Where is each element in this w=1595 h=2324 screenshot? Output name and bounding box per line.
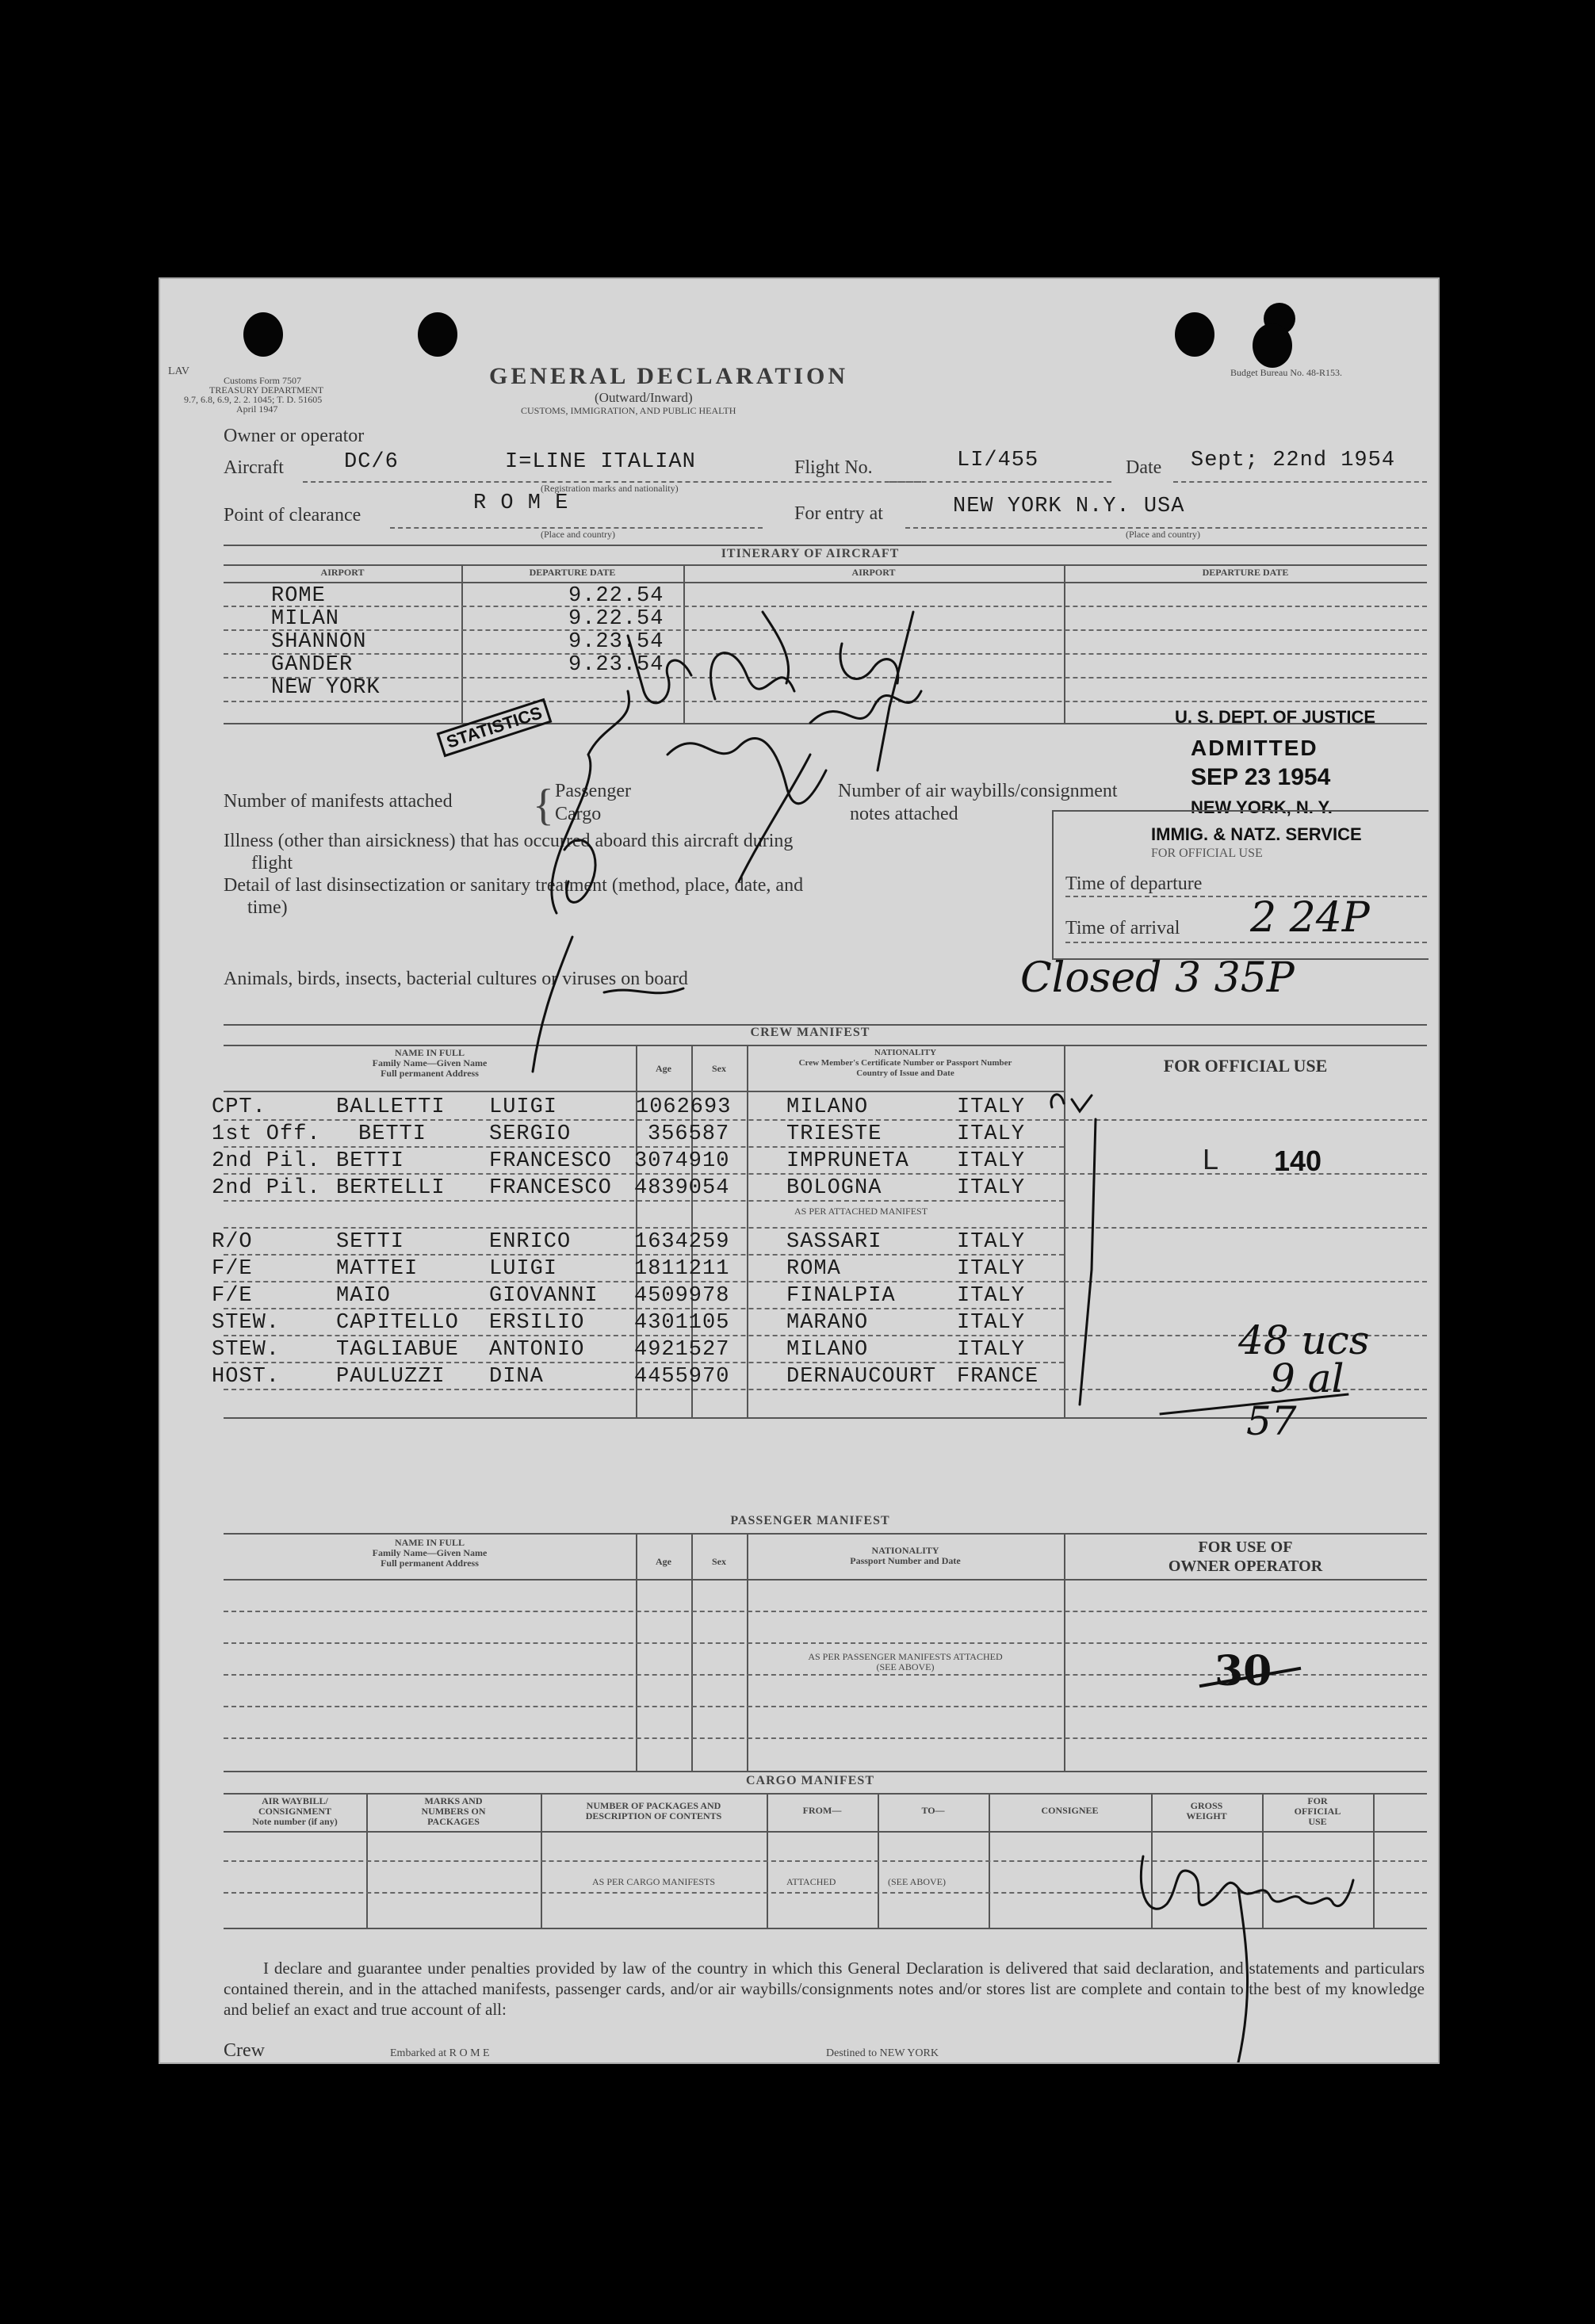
waybills-label: Number of air waybills/consignment (838, 781, 1118, 801)
crew-rank: 2nd Pil. (212, 1176, 321, 1200)
crew-certificate: 1811211 (634, 1257, 730, 1281)
crew-manifest-title: CREW MANIFEST (750, 1026, 870, 1039)
crew-certificate: 4921527 (634, 1338, 730, 1362)
for-official-use-label: FOR OFFICIAL USE (1151, 847, 1263, 860)
crew-certificate: 4839054 (634, 1176, 730, 1200)
cargo-col-from: FROM— (802, 1805, 842, 1816)
cargo-col-consignee: CONSIGNEE (1041, 1805, 1099, 1816)
crew-city: BOLOGNA (786, 1176, 882, 1200)
crew-family-name: PAULUZZI (336, 1365, 446, 1389)
crew-given-name: DINA (489, 1365, 544, 1389)
crew-col-age: Age (656, 1063, 671, 1074)
place-country-note-2: (Place and country) (1126, 529, 1200, 540)
date-label: Date (1126, 457, 1162, 478)
flight-value: LI/455 (957, 449, 1039, 472)
form-subtitle: (Outward/Inward) (595, 390, 693, 405)
crew-city: TRIESTE (786, 1122, 882, 1146)
disinsect-label: Detail of last disinsectization or sanitary treatment (method, place, date, and (224, 875, 804, 896)
handwritten-notes (160, 279, 1438, 2062)
crew-col-certificate: NATIONALITY Crew Member's Certificate Number or Passport Number Country of Issue and Date (798, 1048, 1012, 1078)
crew-given-name: GIOVANNI (489, 1284, 599, 1308)
crew-family-name: CAPITELLO (336, 1311, 459, 1335)
tally-total: 57 (1246, 1398, 1297, 1444)
brace-icon: { (533, 781, 554, 830)
crew-country: ITALY (957, 1338, 1026, 1362)
cargo-manifest-title: CARGO MANIFEST (745, 1774, 874, 1787)
crew-rank: F/E (212, 1284, 253, 1308)
crew-certificate: 4301105 (634, 1311, 730, 1335)
crew-rank: CPT. (212, 1095, 266, 1119)
arrival-time-value: 2 24P (1250, 894, 1370, 942)
notes-attached-label: notes attached (850, 804, 958, 824)
cargo-col-waybill: AIR WAYBILL/ CONSIGNMENT Note number (if any) (252, 1795, 338, 1827)
crew-city: MARANO (786, 1311, 869, 1335)
crew-rank: STEW. (212, 1311, 281, 1335)
crew-rank: F/E (212, 1257, 253, 1281)
cargo-note-see-above: (SEE ABOVE) (888, 1876, 946, 1887)
entry-label: For entry at (794, 503, 883, 524)
crew-city: MILANO (786, 1095, 869, 1119)
crew-country: ITALY (957, 1149, 1026, 1173)
crew-family-name: BETTI (336, 1149, 405, 1173)
place-country-note: (Place and country) (541, 529, 615, 540)
crew-certificate: 3074910 (634, 1149, 730, 1173)
crew-official-mark: L (1203, 1143, 1219, 1175)
itinerary-date-3: 9.23.54 (568, 630, 664, 654)
crew-country: ITALY (957, 1230, 1026, 1254)
crew-rank: HOST. (212, 1365, 281, 1389)
crew-col-official: FOR OFFICIAL USE (1163, 1056, 1328, 1076)
animals-label: Animals, birds, insects, bacterial cultures or viruses on board (224, 969, 688, 989)
crew-family-name: MATTEI (336, 1257, 419, 1281)
crew-given-name: LUIGI (489, 1257, 558, 1281)
crew-col-name: NAME IN FULL Family Name—Given Name Full permanent Address (372, 1047, 488, 1079)
cargo-note-manifests: AS PER CARGO MANIFESTS (592, 1876, 716, 1887)
itinerary-title: ITINERARY OF AIRCRAFT (721, 547, 900, 560)
clearance-label: Point of clearance (224, 505, 361, 526)
crew-certificate: 4455970 (634, 1365, 730, 1389)
stamp-dept-justice: U. S. DEPT. OF JUSTICE (1175, 707, 1376, 727)
itinerary-date-2: 9.22.54 (568, 607, 664, 631)
time-label: time) (247, 897, 288, 918)
crew-family-name: MAIO (336, 1284, 391, 1308)
crew-footer-label: Crew (224, 2040, 265, 2061)
stamp-service: IMMIG. & NATZ. SERVICE (1151, 824, 1362, 844)
crew-city: SASSARI (786, 1230, 882, 1254)
crew-certificate: 1634259 (634, 1230, 730, 1254)
crew-city: IMPRUNETA (786, 1149, 909, 1173)
left-code: LAV (168, 365, 189, 377)
cargo-note-attached: ATTACHED (786, 1876, 836, 1887)
crew-family-name: BERTELLI (336, 1176, 446, 1200)
crew-country: ITALY (957, 1257, 1026, 1281)
passenger-col-nationality: NATIONALITY Passport Number and Date (850, 1545, 961, 1566)
crew-country: ITALY (957, 1284, 1026, 1308)
itinerary-airport-5: NEW YORK (271, 676, 381, 700)
crew-given-name: SERGIO (489, 1122, 572, 1146)
crew-country: ITALY (957, 1122, 1026, 1146)
crew-given-name: ERSILIO (489, 1311, 585, 1335)
closed-time-value: Closed 3 35P (1020, 954, 1295, 1002)
crew-family-name: BETTI (358, 1122, 427, 1146)
crew-attached-note: AS PER ATTACHED MANIFEST (794, 1206, 928, 1217)
passenger-count: 30 (1214, 1647, 1272, 1695)
passenger-col-age: Age (656, 1556, 671, 1567)
cargo-col-weight: GROSS WEIGHT (1186, 1800, 1227, 1821)
itinerary-col-airport-2: AIRPORT (851, 567, 896, 578)
crew-rank: R/O (212, 1230, 253, 1254)
crew-official-number: 140 (1274, 1145, 1322, 1177)
stamp-date: SEP 23 1954 (1191, 764, 1331, 790)
regulation-reference: 9.7, 6.8, 6.9, 2. 2. 1045; T. D. 51605 (184, 394, 323, 405)
aircraft-value: DC/6 (344, 450, 399, 474)
crew-given-name: FRANCESCO (489, 1176, 612, 1200)
crew-given-name: FRANCESCO (489, 1149, 612, 1173)
form-title: GENERAL DECLARATION (489, 363, 849, 389)
flight-continuation-label: flight (251, 853, 293, 873)
crew-family-name: SETTI (336, 1230, 405, 1254)
crew-city: ROMA (786, 1257, 841, 1281)
crew-certificate: 356587 (648, 1122, 730, 1146)
customs-form-number: Customs Form 7507 (224, 375, 302, 386)
clearance-value: R O M E (473, 491, 569, 515)
registration-note: (Registration marks and nationality) (541, 483, 679, 494)
budget-bureau-number: Budget Bureau No. 48-R153. (1230, 367, 1342, 378)
entry-value: NEW YORK N.Y. USA (953, 495, 1185, 518)
cargo-col-official: FOR OFFICIAL USE (1294, 1795, 1341, 1827)
crew-certificate: 1062693 (636, 1095, 732, 1119)
passenger-label: Passenger (555, 781, 631, 801)
form-agencies: CUSTOMS, IMMIGRATION, AND PUBLIC HEALTH (521, 405, 736, 416)
crew-city: MILANO (786, 1338, 869, 1362)
destined-note: Destined to NEW YORK (826, 2047, 939, 2059)
itinerary-date-4: 9.23.54 (568, 653, 664, 677)
date-value: Sept; 22nd 1954 (1191, 449, 1396, 472)
crew-given-name: ANTONIO (489, 1338, 585, 1362)
crew-given-name: ENRICO (489, 1230, 572, 1254)
itinerary-airport-1: ROME (271, 584, 326, 608)
passenger-col-owner: FOR USE OF OWNER OPERATOR (1168, 1539, 1323, 1575)
general-declaration-form (159, 277, 1440, 2064)
passenger-manifest-title: PASSENGER MANIFEST (730, 1514, 890, 1527)
treasury-department: TREASURY DEPARTMENT (209, 384, 324, 396)
owner-label: Owner or operator (224, 426, 365, 446)
itinerary-airport-3: SHANNON (271, 630, 367, 654)
tally-top: 48 ucs (1238, 1317, 1370, 1363)
stamp-city: NEW YORK, N. Y. (1191, 797, 1333, 817)
crew-city: DERNAUCOURT (786, 1365, 937, 1389)
cargo-col-marks: MARKS AND NUMBERS ON PACKAGES (421, 1795, 486, 1827)
itinerary-airport-2: MILAN (271, 607, 340, 631)
flight-label: Flight No. (794, 457, 873, 478)
crew-col-sex: Sex (712, 1063, 726, 1074)
crew-country: ITALY (957, 1176, 1026, 1200)
itinerary-col-departure-2: DEPARTURE DATE (1202, 567, 1289, 578)
itinerary-col-airport: AIRPORT (320, 567, 365, 578)
crew-family-name: TAGLIABUE (336, 1338, 459, 1362)
manifests-label: Number of manifests attached (224, 791, 453, 812)
crew-rank: 2nd Pil. (212, 1149, 321, 1173)
form-date: April 1947 (236, 403, 278, 415)
tally-middle: 9 al (1270, 1355, 1344, 1401)
declaration-text: I declare and guarantee under penalties provided by law of the country in which this General Declaration is delivered that said declaration, and statements and particulars contained therein, and in the attached manifests, passenger cards, and/or air waybills/consignments notes and/or stores list are complete and contain to the best of my knowledge and belief an exact and true account of all: (224, 1959, 1425, 2019)
crew-country: ITALY (957, 1095, 1026, 1119)
passenger-col-name: NAME IN FULL Family Name—Given Name Full permanent Address (372, 1537, 488, 1569)
cargo-col-to: TO— (921, 1805, 945, 1816)
cargo-col-packages: NUMBER OF PACKAGES AND DESCRIPTION OF CONTENTS (585, 1800, 722, 1821)
crew-city: FINALPIA (786, 1284, 896, 1308)
passenger-col-sex: Sex (712, 1556, 726, 1567)
operator-value: I=LINE ITALIAN (505, 450, 696, 474)
departure-time-label: Time of departure (1065, 873, 1203, 894)
statistics-stamp: STATISTICS (437, 698, 553, 758)
crew-country: ITALY (957, 1311, 1026, 1335)
embarked-note: Embarked at R O M E (390, 2047, 490, 2059)
stamp-admitted: ADMITTED (1191, 736, 1318, 760)
cargo-label: Cargo (555, 804, 602, 824)
crew-rank: STEW. (212, 1338, 281, 1362)
itinerary-col-departure: DEPARTURE DATE (529, 567, 616, 578)
crew-given-name: LUIGI (489, 1095, 558, 1119)
crew-rank: 1st Off. (212, 1122, 321, 1146)
crew-country: FRANCE (957, 1365, 1039, 1389)
passenger-attached-note: AS PER PASSENGER MANIFESTS ATTACHED (SEE ABOVE) (808, 1651, 1003, 1672)
crew-family-name: BALLETTI (336, 1095, 446, 1119)
aircraft-label: Aircraft (224, 457, 284, 478)
itinerary-date-1: 9.22.54 (568, 584, 664, 608)
arrival-time-label: Time of arrival (1065, 918, 1180, 938)
itinerary-airport-4: GANDER (271, 653, 354, 677)
crew-certificate: 4509978 (634, 1284, 730, 1308)
illness-label: Illness (other than airsickness) that has occurred aboard this aircraft during (224, 831, 794, 851)
